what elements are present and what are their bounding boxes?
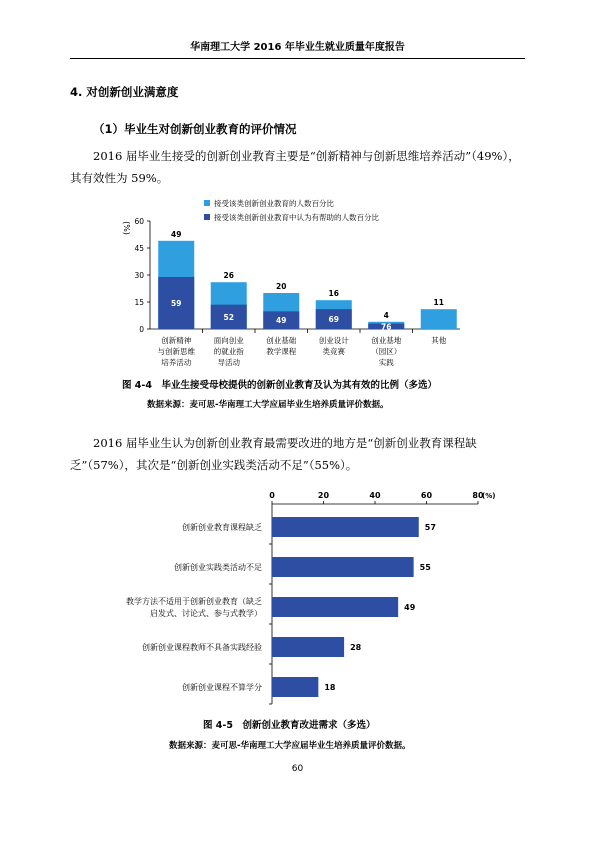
data-label-received: 16 xyxy=(328,289,339,299)
x-tick-label: 0 xyxy=(269,491,275,500)
data-label-helpful: 76 xyxy=(381,322,392,332)
y-tick-label: 45 xyxy=(134,244,144,253)
x-category-label: 实践 xyxy=(378,358,394,367)
y-category-label: 创新创业课程不算学分 xyxy=(182,683,262,692)
figure-4-4-source: 数据来源：麦可思-华南理工大学应届毕业生培养质量评价数据。 xyxy=(147,400,389,410)
bar-improvement-need xyxy=(272,677,318,697)
x-category-label: 创新精神 xyxy=(161,336,192,345)
bar-improvement-need xyxy=(272,597,398,617)
x-category-label: 导活动 xyxy=(217,358,240,367)
y-tick-label: 15 xyxy=(134,298,144,307)
x-category-label: 类竞赛 xyxy=(322,347,345,356)
data-label-received: 4 xyxy=(383,310,389,320)
data-label: 28 xyxy=(350,643,362,652)
bar-improvement-need xyxy=(272,637,344,657)
y-category-label: 创新创业教育课程缺乏 xyxy=(182,523,262,532)
data-label-helpful: 69 xyxy=(328,315,339,325)
legend-label: 接受该类创新创业教育的人数百分比 xyxy=(214,199,334,208)
data-label: 57 xyxy=(424,523,436,532)
data-label-received: 11 xyxy=(433,298,444,308)
data-label-received: 49 xyxy=(171,229,182,239)
x-category-label: 创业基础 xyxy=(266,336,297,345)
data-label-helpful: 59 xyxy=(171,298,182,308)
bar-improvement-need xyxy=(272,517,419,537)
data-label-helpful: 49 xyxy=(276,316,287,326)
x-category-label: （园区） xyxy=(371,347,402,356)
x-category-label: 创业设计 xyxy=(318,336,349,345)
y-tick-label: 60 xyxy=(134,217,144,226)
data-label-received: 20 xyxy=(276,282,287,291)
x-category-label: 的就业指 xyxy=(213,347,244,356)
legend-label: 接受该类创新创业教育中认为有帮助的人数百分比 xyxy=(214,213,379,222)
y-unit-label: (%) xyxy=(122,221,131,235)
improvement-needs-chart xyxy=(80,488,510,710)
bar-improvement-need xyxy=(272,557,414,577)
x-category-label: 培养活动 xyxy=(161,358,192,367)
x-unit-label: (%) xyxy=(482,492,496,500)
y-category-label: 教学方法不适用于创新创业教育（缺乏 xyxy=(126,597,262,606)
data-label: 55 xyxy=(419,563,431,572)
figure-4-5-source: 数据来源：麦可思-华南理工大学应届毕业生培养质量评价数据。 xyxy=(169,741,411,751)
data-label-received: 26 xyxy=(223,271,234,281)
page-number: 60 xyxy=(291,764,304,774)
x-tick-label: 40 xyxy=(369,491,381,500)
x-tick-label: 20 xyxy=(317,491,330,500)
data-label-helpful: 52 xyxy=(223,312,234,322)
header-rule xyxy=(70,58,525,59)
education-effectiveness-chart xyxy=(100,195,460,375)
x-category-label: 面向创业 xyxy=(213,336,244,345)
x-category-label: 与创新思维 xyxy=(157,347,195,356)
x-category-label: 创业基地 xyxy=(371,336,402,345)
y-category-label: 启发式、讨论式、参与式教学） xyxy=(150,609,262,618)
bar-received xyxy=(421,309,457,329)
x-tick-label: 60 xyxy=(420,491,433,500)
x-category-label: 教学课程 xyxy=(266,347,297,356)
figure-4-5-caption: 图 4-5 创新创业教育改进需求（多选） xyxy=(203,720,376,731)
data-label: 18 xyxy=(324,683,336,692)
y-tick-label: 30 xyxy=(134,271,144,280)
legend-swatch xyxy=(204,200,210,206)
x-category-label: 其他 xyxy=(431,336,447,345)
figure-4-4-caption: 图 4-4 毕业生接受母校提供的创新创业教育及认为其有效的比例（多选） xyxy=(122,380,437,391)
y-category-label: 创新创业实践类活动不足 xyxy=(174,563,262,572)
section-title: 4. 对创新创业满意度 xyxy=(70,85,179,99)
data-label: 49 xyxy=(404,603,416,612)
paragraph-1: 2016 届毕业生接受的创新创业教育主要是“创新精神与创新思维培养活动”（49%），其有效性为 59%。 xyxy=(70,149,520,185)
x-tick-label: 80 xyxy=(472,491,484,500)
y-tick-label: 0 xyxy=(139,325,144,334)
subsection-title: （1）毕业生对创新创业教育的评价情况 xyxy=(93,122,297,136)
page-header: 华南理工大学 2016 年毕业生就业质量年度报告 xyxy=(190,42,405,53)
legend-swatch xyxy=(204,214,210,220)
y-category-label: 创新创业课程教师不具备实践经验 xyxy=(142,643,262,652)
paragraph-2: 2016 届毕业生认为创新创业教育最需要改进的地方是“创新创业教育课程缺乏”（57%），其次是“创新创业实践类活动不足”（55%）。 xyxy=(70,436,477,472)
